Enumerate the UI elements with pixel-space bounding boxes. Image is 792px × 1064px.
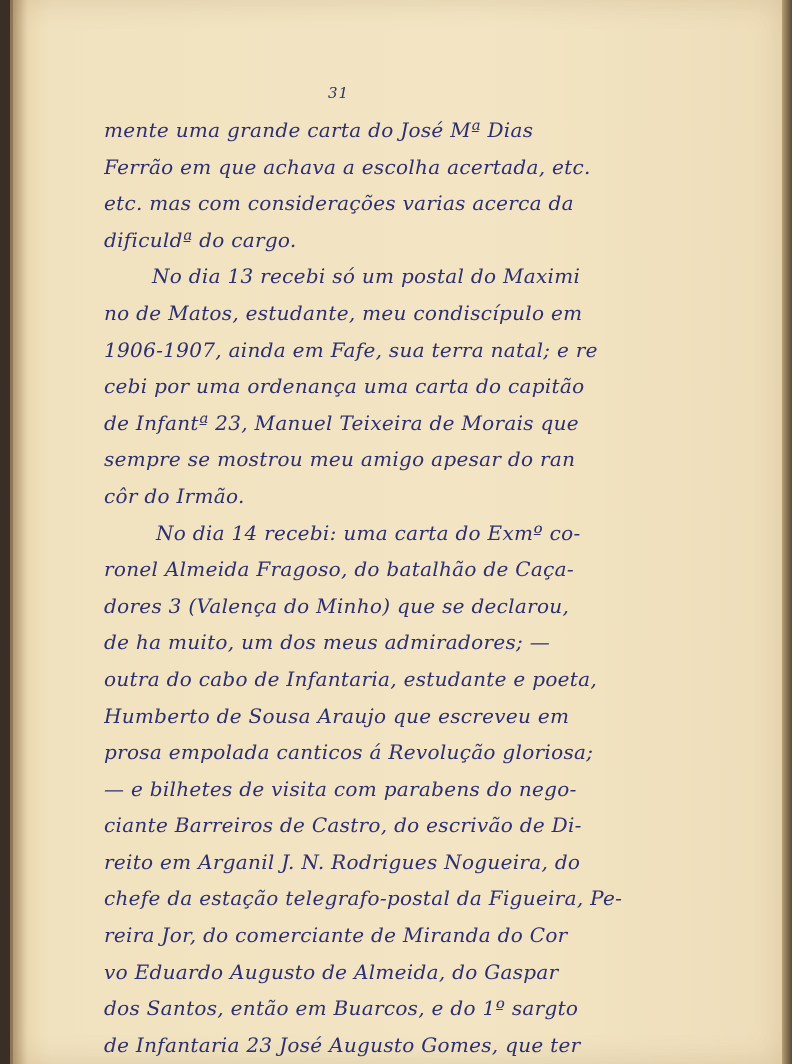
- text-line: reito em Arganil J. N. Rodrigues Nogueira, do: [104, 849, 581, 874]
- page-fold-line: [10, 0, 13, 1064]
- text-line: cebi por uma ordenança uma carta do capitão: [104, 374, 585, 399]
- text-line: 1906-1907, ainda em Fafe, sua terra natal; e re: [104, 337, 598, 362]
- text-line: Humberto de Sousa Araujo que escreveu em: [104, 703, 570, 728]
- text-line: côr do Irmão.: [104, 483, 245, 508]
- text-line: prosa empolada canticos á Revolução gloriosa;: [104, 740, 594, 765]
- text-line: dores 3 (Valença do Minho) que se declarou,: [104, 593, 570, 618]
- text-line: ronel Almeida Fragoso, do batalhão de Caça-: [104, 557, 574, 582]
- paragraph-start-line: No dia 13 recebi só um postal do Maximi: [152, 264, 581, 289]
- text-line: vo Eduardo Augusto de Almeida, do Gaspar: [104, 959, 559, 984]
- text-line: de Infantaria 23 José Augusto Gomes, que ter: [104, 1032, 581, 1057]
- text-line: dificuldª do cargo.: [104, 227, 297, 252]
- text-line: outra do cabo de Infantaria, estudante e poeta,: [104, 666, 598, 691]
- text-line: etc. mas com considerações varias acerca da: [104, 191, 574, 216]
- page-number: 31: [328, 84, 350, 102]
- page-edge: [782, 0, 792, 1064]
- text-line: chefe da estação telegrafo-postal da Figueira, Pe-: [104, 886, 623, 911]
- text-line: de Infantª 23, Manuel Teixeira de Morais que: [104, 410, 579, 435]
- paragraph-start-line: No dia 14 recebi: uma carta do Exmº co-: [156, 520, 581, 545]
- handwritten-text-block: [104, 112, 724, 1063]
- text-line: ciante Barreiros de Castro, do escrivão de Di-: [104, 813, 582, 838]
- text-line: de ha muito, um dos meus admiradores; —: [104, 630, 551, 655]
- text-line: dos Santos, então em Buarcos, e do 1º sargto: [104, 996, 579, 1021]
- text-line: Ferrão em que achava a escolha acertada, etc.: [104, 154, 591, 179]
- text-line: reira Jor, do comerciante de Miranda do Cor: [104, 923, 568, 948]
- text-line: mente uma grande carta do José Mª Dias: [104, 118, 534, 142]
- text-line: no de Matos, estudante, meu condiscípulo em: [104, 300, 583, 325]
- text-line: — e bilhetes de visita com parabens do nego-: [104, 776, 577, 801]
- text-line: sempre se mostrou meu amigo apesar do ran: [104, 447, 576, 472]
